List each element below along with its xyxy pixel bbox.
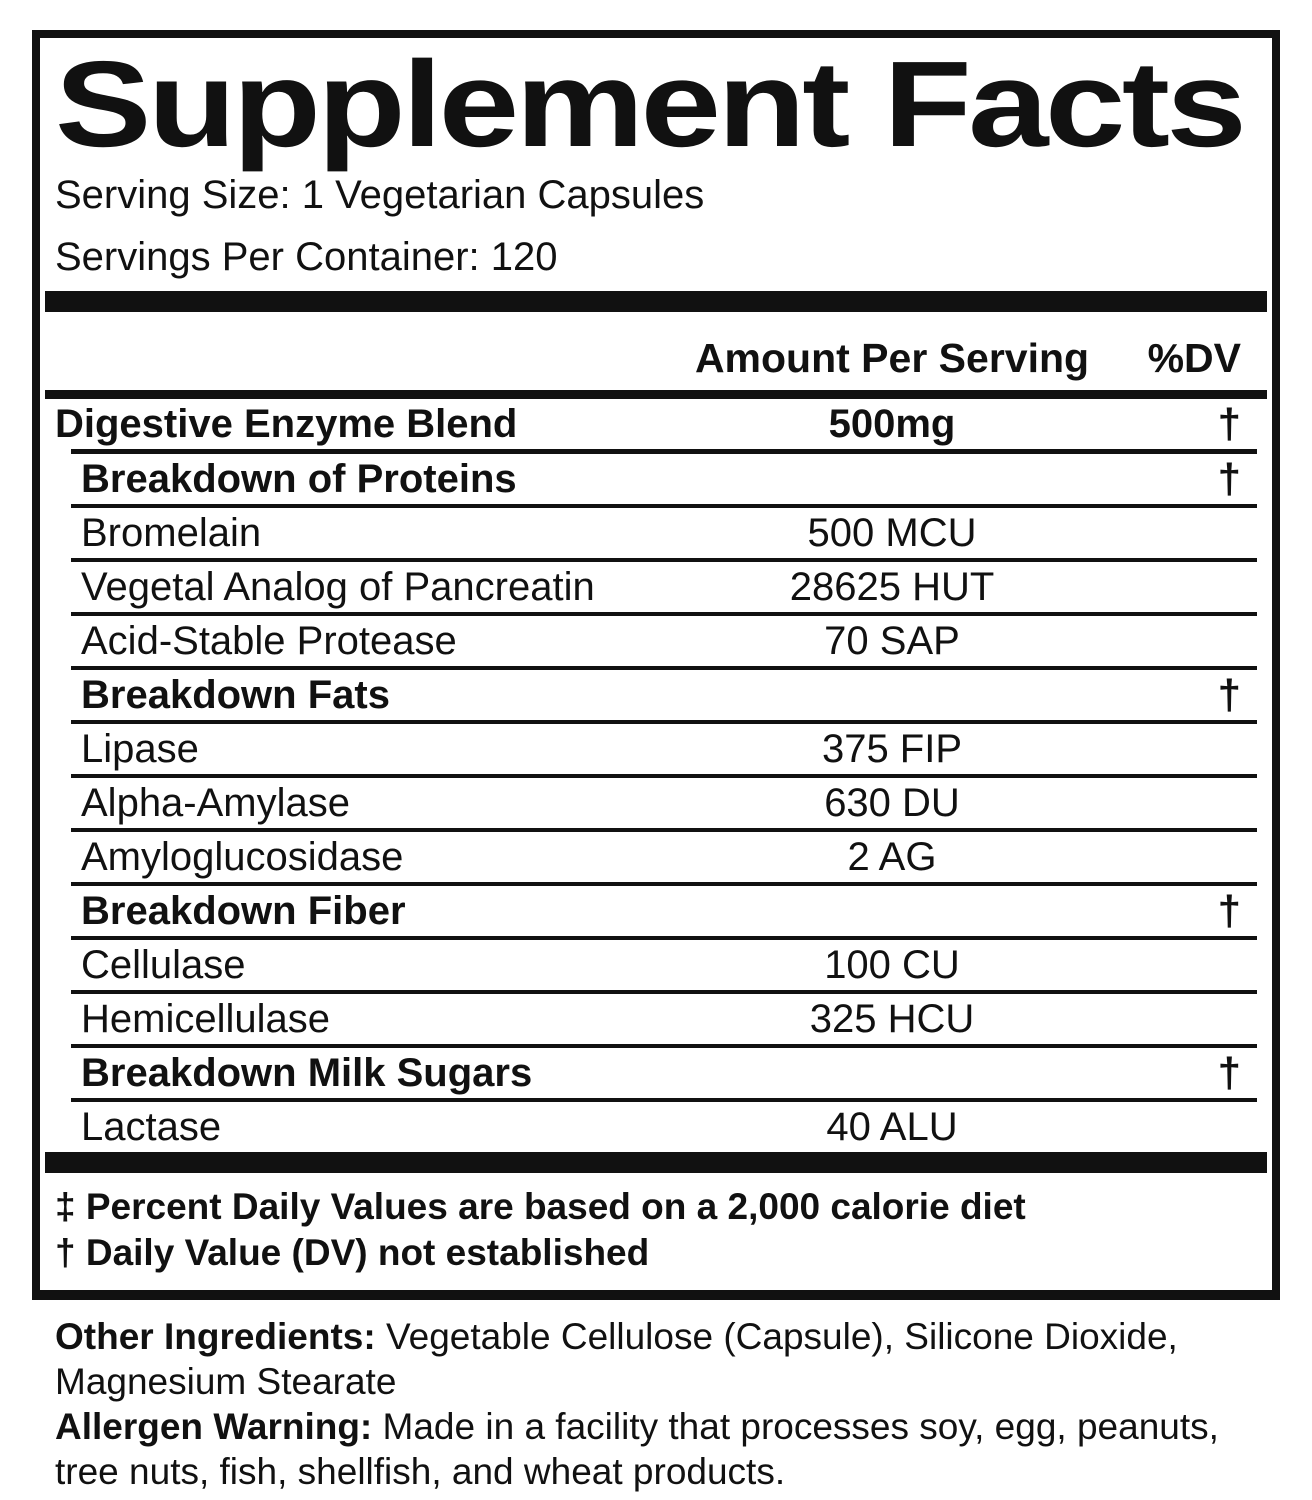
allergen-warning-label: Allergen Warning: — [55, 1406, 373, 1447]
row-name: Alpha-Amylase — [81, 780, 351, 825]
row-amount: 325 HCU — [809, 996, 975, 1041]
supplement-facts-panel — [32, 30, 1280, 1300]
table-row — [55, 724, 1257, 774]
other-ingredients-text1: Vegetable Cellulose (Capsule), Silicone Dioxide, — [385, 1316, 1178, 1357]
row-name: Digestive Enzyme Blend — [55, 401, 518, 446]
row-amount: 40 ALU — [826, 1104, 958, 1149]
row-dv: † — [1217, 455, 1241, 502]
footnote-dv-not-established: † Daily Value (DV) not established — [55, 1232, 650, 1273]
row-amount: 2 AG — [847, 834, 937, 879]
row-name: Breakdown Milk Sugars — [81, 1050, 533, 1095]
table-row — [55, 940, 1257, 990]
allergen-warning-text2: tree nuts, fish, shellfish, and wheat products. — [55, 1451, 786, 1492]
row-name: Breakdown of Proteins — [81, 456, 517, 501]
row-amount: 100 CU — [824, 942, 960, 987]
row-amount: 28625 HUT — [789, 564, 995, 609]
row-name: Breakdown Fiber — [81, 888, 406, 933]
table-row — [55, 670, 1257, 720]
table-row — [55, 1102, 1257, 1152]
header-divider — [45, 390, 1267, 399]
table-row — [55, 399, 1257, 449]
table-row — [55, 616, 1257, 666]
row-name: Bromelain — [81, 510, 262, 555]
row-name: Lipase — [81, 726, 199, 771]
row-amount: 500mg — [828, 401, 956, 446]
row-dv: † — [1217, 887, 1241, 934]
row-dv: † — [1217, 671, 1241, 718]
thick-divider-top — [45, 291, 1267, 312]
panel-title: Supplement Facts — [55, 36, 1244, 172]
row-name: Breakdown Fats — [81, 672, 390, 717]
servings-per-container-line: Servings Per Container: 120 — [55, 235, 558, 279]
row-name: Acid-Stable Protease — [81, 618, 457, 663]
footnote-percent-dv: ‡ Percent Daily Values are based on a 2,000 calorie diet — [55, 1186, 1026, 1227]
allergen-warning-line1 — [55, 1404, 1280, 1449]
footnotes — [55, 1173, 1257, 1290]
row-amount: 375 FIP — [821, 726, 963, 771]
percent-dv-header: %DV — [1147, 335, 1241, 381]
table-header-row — [55, 312, 1257, 390]
thick-divider-bottom — [45, 1152, 1267, 1173]
allergen-warning-text1: Made in a facility that processes soy, egg, peanuts, — [382, 1406, 1219, 1447]
row-name: Hemicellulase — [81, 996, 330, 1041]
serving-size-line: Serving Size: 1 Vegetarian Capsules — [55, 173, 705, 217]
other-ingredients-line1 — [55, 1314, 1280, 1359]
allergen-warning-line2 — [55, 1449, 1280, 1494]
row-name: Cellulase — [81, 942, 246, 987]
table-row — [55, 886, 1257, 936]
row-name: Amyloglucosidase — [81, 834, 404, 879]
amount-per-serving-header: Amount Per Serving — [694, 335, 1090, 381]
row-amount: 630 DU — [824, 780, 960, 825]
row-amount: 70 SAP — [824, 618, 960, 663]
table-row — [55, 1048, 1257, 1098]
row-amount: 500 MCU — [807, 510, 977, 555]
row-dv: † — [1217, 400, 1241, 447]
other-ingredients-text2: Magnesium Stearate — [55, 1361, 397, 1402]
other-ingredients-label: Other Ingredients: — [55, 1316, 376, 1357]
row-name: Lactase — [81, 1104, 222, 1149]
row-name: Vegetal Analog of Pancreatin — [81, 564, 595, 609]
other-ingredients-line2 — [55, 1359, 1280, 1404]
table-row — [55, 454, 1257, 504]
table-row — [55, 562, 1257, 612]
other-ingredients-section — [55, 1314, 1280, 1494]
row-dv: † — [1217, 1049, 1241, 1096]
serving-info — [55, 164, 1257, 288]
table-row — [55, 994, 1257, 1044]
table-row — [55, 508, 1257, 558]
table-row — [55, 778, 1257, 828]
table-row — [55, 832, 1257, 882]
